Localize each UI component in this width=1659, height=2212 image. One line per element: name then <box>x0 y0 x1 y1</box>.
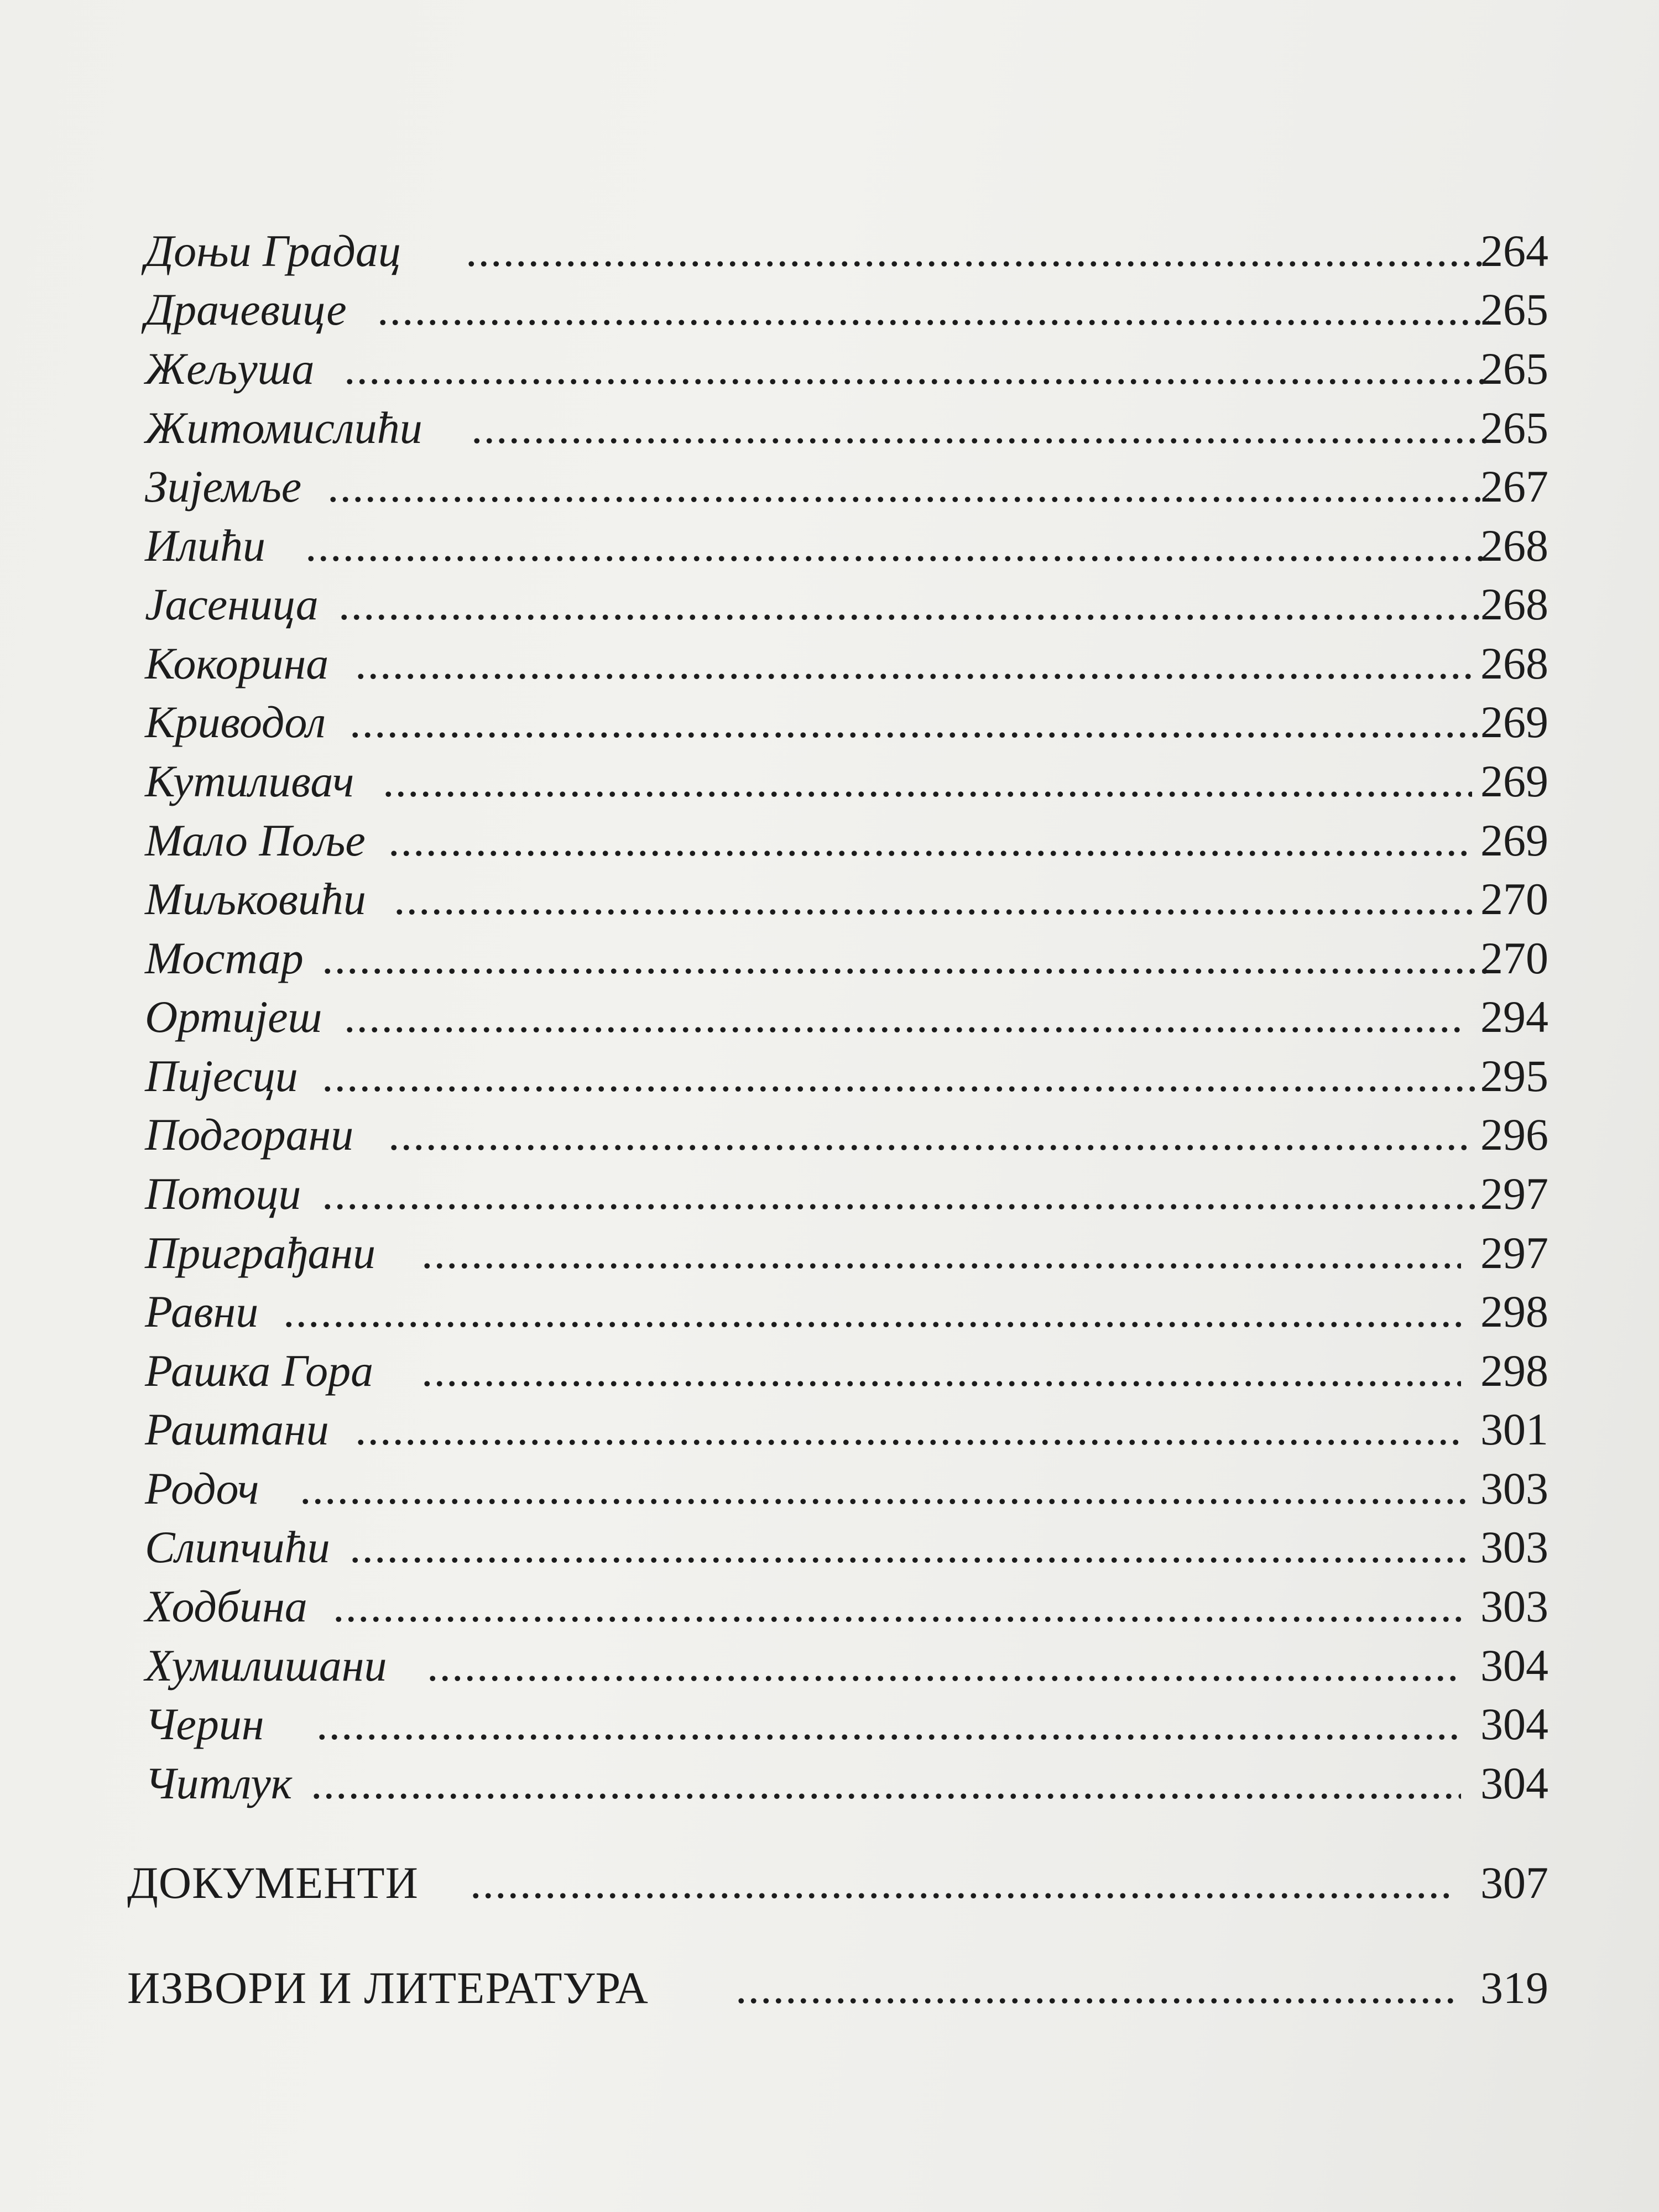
toc-entry-page: 270 <box>1480 933 1548 983</box>
toc-entry-title: Мостар <box>145 933 304 983</box>
toc-entry-title: Доњи Градац <box>145 226 401 276</box>
toc-section-title: ИЗВОРИ И ЛИТЕРАТУРА <box>127 1963 649 2013</box>
toc-entry-page: 303 <box>1480 1463 1548 1514</box>
toc-entry-page: 265 <box>1480 403 1548 453</box>
toc-entry-page: 264 <box>1480 226 1548 276</box>
toc-entry-title: Ортијеш <box>145 992 322 1042</box>
dot-leader <box>470 1855 1454 1911</box>
toc-entry-title: Кокорина <box>145 638 329 688</box>
dot-leader <box>322 1048 1483 1104</box>
toc-entry-title: Черин <box>145 1699 264 1749</box>
toc-entry-page: 270 <box>1480 874 1548 924</box>
toc-entry <box>145 1166 1548 1222</box>
toc-entry-title: Криводол <box>145 697 326 747</box>
toc-entry <box>145 341 1548 397</box>
toc-entry-title: Миљковићи <box>145 874 366 924</box>
toc-entry <box>145 989 1548 1045</box>
toc-entry-page: 295 <box>1480 1051 1548 1101</box>
toc-entry-title: Потоци <box>145 1168 301 1219</box>
toc-entry <box>145 636 1548 691</box>
toc-entry-page: 304 <box>1480 1640 1548 1691</box>
toc-entry <box>145 1697 1548 1752</box>
toc-entry-title: Жељуша <box>145 343 315 394</box>
toc-entry-page: 303 <box>1480 1581 1548 1631</box>
toc-entry <box>145 754 1548 809</box>
toc-entry <box>145 1225 1548 1281</box>
toc-entry <box>145 459 1548 514</box>
toc-entry <box>145 1461 1548 1516</box>
dot-leader <box>327 459 1489 514</box>
dot-leader <box>735 1960 1454 2016</box>
toc-entry-page: 269 <box>1480 697 1548 747</box>
toc-entry-page: 268 <box>1480 579 1548 629</box>
toc-entry-page: 265 <box>1480 343 1548 394</box>
toc-entry <box>145 1402 1548 1457</box>
toc-entry-title: Рашка Гора <box>145 1345 374 1396</box>
dot-leader <box>333 1579 1467 1634</box>
dot-leader <box>344 341 1489 397</box>
toc-entry <box>145 872 1548 927</box>
toc-entry <box>145 400 1548 456</box>
toc-entry <box>145 282 1548 337</box>
toc-entry <box>145 1756 1548 1811</box>
toc-section <box>127 1855 1548 1911</box>
toc-entry-title: Драчевице <box>145 284 347 335</box>
dot-leader <box>355 636 1472 691</box>
toc-entry-title: Подгорани <box>145 1109 354 1160</box>
toc-entry-page: 304 <box>1480 1699 1548 1749</box>
toc-entry <box>145 1343 1548 1399</box>
toc-section-page: 319 <box>1480 1963 1548 2013</box>
dot-leader <box>394 872 1472 927</box>
toc-entry-page: 296 <box>1480 1109 1548 1160</box>
toc-entry-page: 269 <box>1480 815 1548 865</box>
toc-entry-page: 265 <box>1480 284 1548 335</box>
toc-entry-page: 298 <box>1480 1286 1548 1337</box>
dot-leader <box>383 754 1472 809</box>
toc-entry-page: 268 <box>1480 520 1548 571</box>
toc-entry-title: Приграђани <box>145 1228 376 1278</box>
dot-leader <box>421 1225 1461 1281</box>
toc-entry-title: Родоч <box>145 1463 259 1514</box>
toc-section-title: ДОКУМЕНТИ <box>127 1858 419 1908</box>
dot-leader <box>305 518 1489 573</box>
toc-entry-title: Хумилишани <box>145 1640 387 1691</box>
toc-entry <box>145 1638 1548 1693</box>
toc-entry-title: Ходбина <box>145 1581 307 1631</box>
toc-entry-title: Зијемље <box>145 461 302 512</box>
dot-leader <box>283 1284 1461 1339</box>
toc-entry <box>145 695 1548 750</box>
dot-leader <box>300 1461 1467 1516</box>
toc-entry <box>145 931 1548 986</box>
toc-entry-title: Пијесци <box>145 1051 298 1101</box>
dot-leader <box>421 1343 1461 1399</box>
toc-entry-page: 304 <box>1480 1758 1548 1808</box>
toc-entry <box>145 813 1548 868</box>
dot-leader <box>316 1697 1461 1752</box>
toc-entry <box>145 1520 1548 1575</box>
toc-entry <box>145 1579 1548 1634</box>
dot-leader <box>466 223 1489 279</box>
toc-entry-title: Мало Поље <box>145 815 366 865</box>
toc-section <box>127 1960 1548 2016</box>
toc-entry <box>145 1048 1548 1104</box>
toc-entry-title: Житомислићи <box>145 403 422 453</box>
toc-entry-page: 303 <box>1480 1522 1548 1572</box>
toc-entry-page: 297 <box>1480 1168 1548 1219</box>
toc-entry <box>145 1284 1548 1339</box>
dot-leader <box>355 1402 1461 1457</box>
toc-entry-page: 297 <box>1480 1228 1548 1278</box>
toc-entry-page: 268 <box>1480 638 1548 688</box>
toc-entry-title: Раштани <box>145 1404 329 1454</box>
toc-entry <box>145 518 1548 573</box>
toc-section-page: 307 <box>1480 1858 1548 1908</box>
dot-leader <box>427 1638 1461 1693</box>
dot-leader <box>311 1756 1461 1811</box>
dot-leader <box>338 577 1483 632</box>
dot-leader <box>322 931 1489 986</box>
dot-leader <box>322 1166 1483 1222</box>
toc-entry-title: Читлук <box>145 1758 293 1808</box>
toc-entry <box>145 577 1548 632</box>
toc-entry-page: 301 <box>1480 1404 1548 1454</box>
toc-entry-title: Равни <box>145 1286 259 1337</box>
toc-entry <box>145 223 1548 279</box>
toc-entry-title: Кутиливач <box>145 756 354 806</box>
toc-entry-title: Јасеница <box>145 579 319 629</box>
toc-entry-title: Слипчићи <box>145 1522 330 1572</box>
dot-leader <box>377 282 1489 337</box>
toc-entry-page: 267 <box>1480 461 1548 512</box>
dot-leader <box>388 1107 1472 1162</box>
dot-leader <box>388 813 1467 868</box>
dot-leader <box>344 989 1467 1045</box>
toc-entry-page: 269 <box>1480 756 1548 806</box>
toc-entry-page: 294 <box>1480 992 1548 1042</box>
dot-leader <box>471 400 1489 456</box>
toc-entry <box>145 1107 1548 1162</box>
dot-leader <box>349 1520 1472 1575</box>
toc-entry-page: 298 <box>1480 1345 1548 1396</box>
dot-leader <box>349 695 1478 750</box>
toc-entry-title: Илићи <box>145 520 265 571</box>
